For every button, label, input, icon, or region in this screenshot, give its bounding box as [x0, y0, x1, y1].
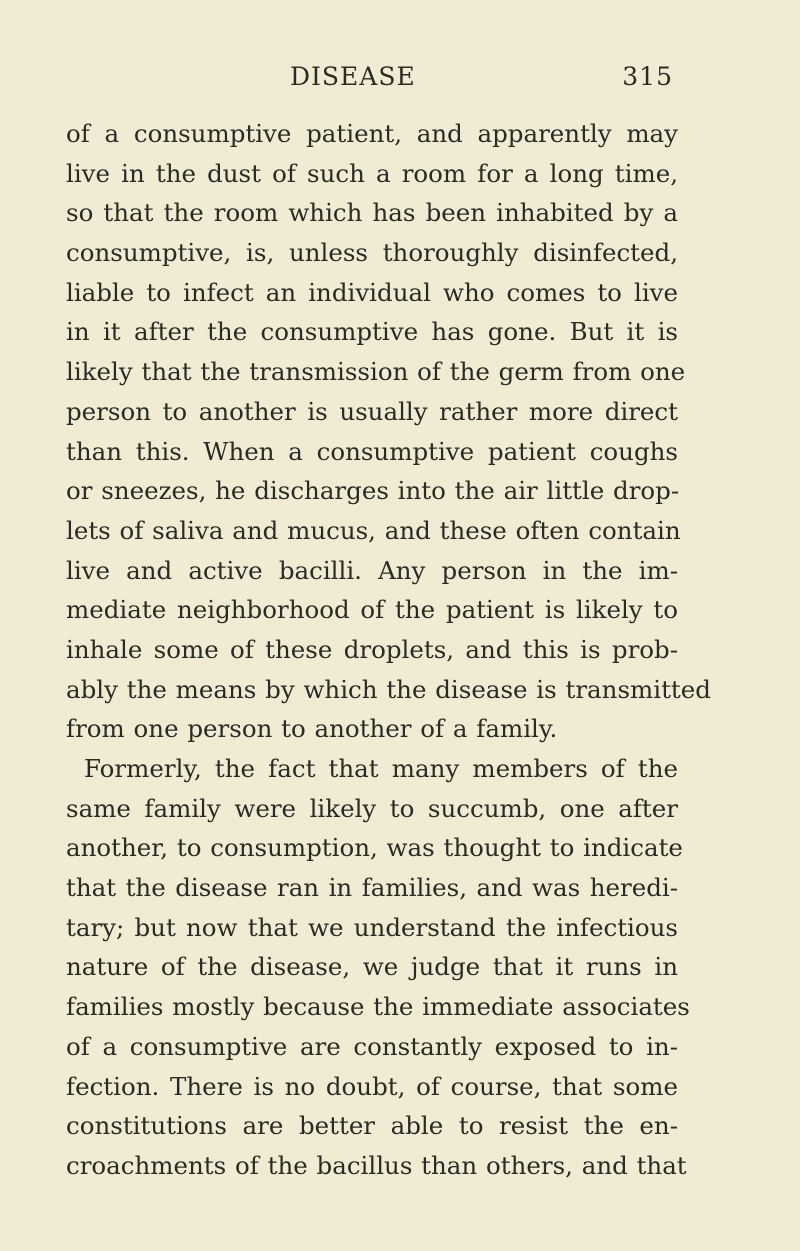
text-line: mediate neighborhood of the patient is likely to [66, 595, 678, 625]
text-line: live in the dust of such a room for a long time, [66, 158, 678, 188]
text-line: than this. When a consumptive patient coughs [66, 436, 678, 466]
text-line: person to another is usually rather more direct [66, 396, 678, 426]
text-line: of a consumptive are constantly exposed to in- [66, 1031, 678, 1061]
text-line: that the disease ran in families, and was heredi- [66, 873, 678, 903]
running-title: DISEASE [290, 62, 416, 91]
body-text [66, 114, 711, 1186]
text-line: families mostly because the immediate associates [66, 992, 690, 1022]
paragraph-start-line: Formerly, the fact that many members of the [84, 754, 678, 783]
text-line: tary; but now that we understand the infectious [66, 912, 678, 942]
text-line: croachments of the bacillus than others, and that [66, 1150, 687, 1180]
text-line: fection. There is no doubt, of course, that some [66, 1071, 678, 1101]
text-line: or sneezes, he discharges into the air little drop- [66, 476, 680, 506]
text-line: liable to infect an individual who comes to live [66, 277, 678, 307]
text-line: lets of saliva and mucus, and these often contain [66, 515, 681, 545]
text-line: nature of the disease, we judge that it runs in [66, 952, 678, 982]
running-head [290, 62, 673, 98]
text-line: ably the means by which the disease is transmitted [66, 674, 711, 704]
text-line: live and active bacilli. Any person in the im- [66, 555, 678, 585]
text-line: likely that the transmission of the germ from one [66, 357, 686, 387]
text-line: same family were likely to succumb, one after [66, 793, 678, 823]
text-line: of a consumptive patient, and apparently may [66, 119, 678, 148]
text-line: so that the room which has been inhabited by a [66, 198, 678, 228]
text-line: consumptive, is, unless thoroughly disinfected, [66, 238, 678, 268]
paragraph-end-line: from one person to another of a family. [66, 714, 558, 744]
text-line: in it after the consumptive has gone. But it is [66, 317, 678, 347]
text-line: constitutions are better able to resist the en- [66, 1111, 678, 1141]
text-line: another, to consumption, was thought to indicate [66, 833, 683, 863]
page-number: 315 [622, 62, 673, 91]
text-line: inhale some of these droplets, and this is prob- [66, 634, 678, 664]
